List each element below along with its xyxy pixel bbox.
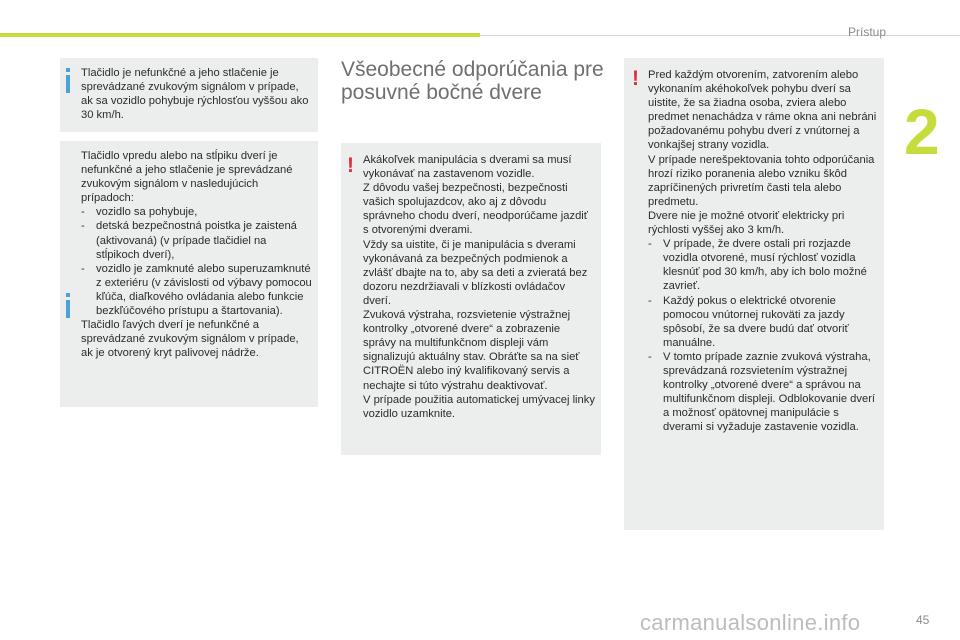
condition-list [81,205,312,318]
warning-text: Pred každým otvorením, zatvorením alebo vykonaním akéhokoľvek pohybu dverí sa uistite, že sa žiadna osoba, zviera alebo predmet nenachádza v ráme okna ani nebráni požadovanému pohybu dverí z vnútornej a vonkajšej strany vozidla. [648,69,877,152]
info-icon [66,75,70,93]
list-item: - V tomto prípade zaznie zvuková výstraha, sprevádzaná rozsvietením výstražnej kontrolky „otvorené dvere“ a správou na multifunkčnom displeji. Odblokovanie dverí a možnosť opätovnej manipulácie s dverami si vyžaduje zastavenie vozidla. [648,350,880,435]
page-number: 45 [916,613,930,627]
warning-text: Z dôvodu vašej bezpečnosti, bezpečnosti vašich spolujazdcov, ako aj z dôvodu správneho chodu dverí, neodporúčame jazdiť s otvorenými dverami. [363,182,588,237]
info-outro: Tlačidlo ľavých dverí je nefunkčné a sprevádzané zvukovým signálom v prípade, ak je otvorený kryt palivovej nádrže. [81,319,299,360]
list-item: - V prípade, že dvere ostali pri rozjazde vozidla otvorené, musí rýchlosť vozidla klesnúť pod 30 km/h, aby ich bolo možné zavrieť. [648,237,880,293]
warning-text: Akákoľvek manipulácia s dverami sa musí vykonávať na zastavenom vozidle. [363,154,572,181]
warning-text: Dvere nie je možné otvoriť elektricky pri rýchlosti vyššej ako 3 km/h. [648,209,845,237]
watermark: carmanualsonline.info [640,610,861,635]
header-divider [480,35,960,36]
info-intro: Tlačidlo vpredu alebo na stĺpiku dverí je nefunkčné a jeho stlačenie je sprevádzané zvukovým signálom v nasledujúcich prípadoch: [81,150,293,205]
info-box-button-conditions [60,141,318,407]
warning-text: Zvuková výstraha, rozsvietenie výstražnej kontrolky „otvorené dvere“ a zobrazenie správy na multifunkčnom displeji vám signalizujú aktuálny stav. Obráťte sa na sieť CITROËN alebo iný kvalifikovaný servis a nechajte si túto výstrahu deaktivovať. [363,309,580,392]
list-item: - vozidlo je zamknuté alebo superuzamknuté z exteriéru (v závislosti od výbavy pomocou kľúča, diaľkového ovládania alebo funkcie bezkľúčového prístupu a štartovania). [81,262,312,318]
info-icon [66,300,70,318]
warning-text: V prípade nerešpektovania tohto odporúčania hrozí riziko poranenia alebo vzniku škôd zapríčinených privretím časti tela alebo predmetu. [648,153,875,208]
warning-icon: ! [632,67,639,90]
list-item: - Každý pokus o elektrické otvorenie pomocou vnútornej rukoväti za jazdy spôsobí, že sa dvere budú dať otvoriť manuálne. [648,294,880,350]
section-label: Prístup [847,25,886,39]
page-title: Všeobecné odporúčania pre posuvné bočné dvere [341,58,604,104]
info-box-speed [60,58,318,132]
warning-list [648,237,880,434]
info-text: Tlačidlo je nefunkčné a jeho stlačenie je sprevádzané zvukovým signálom v prípade, ak sa vozidlo pohybuje rýchlosťou vyššou ako 30 km/h. [81,67,309,122]
warning-box-door-movement [624,58,884,530]
header-accent-bar [0,33,480,37]
list-item: - vozidlo sa pohybuje, [81,205,312,219]
list-item: - detská bezpečnostná poistka je zaistená (aktivovaná) (v prípade tlačidiel na stĺpikoch dverí), [81,219,312,261]
chapter-number: 2 [904,96,940,168]
warning-icon: ! [347,154,354,177]
warning-text: V prípade použitia automatickej umývacej linky vozidlo uzamknite. [363,393,595,420]
warning-text: Vždy sa uistite, či je manipulácia s dverami vykonávaná za bezpečných podmienok a zvlášť dbajte na to, aby sa deti a zvieratá bez dozoru nezdržiavali v blízkosti ovládačov dverí. [363,238,588,307]
warning-box-general [341,143,601,455]
